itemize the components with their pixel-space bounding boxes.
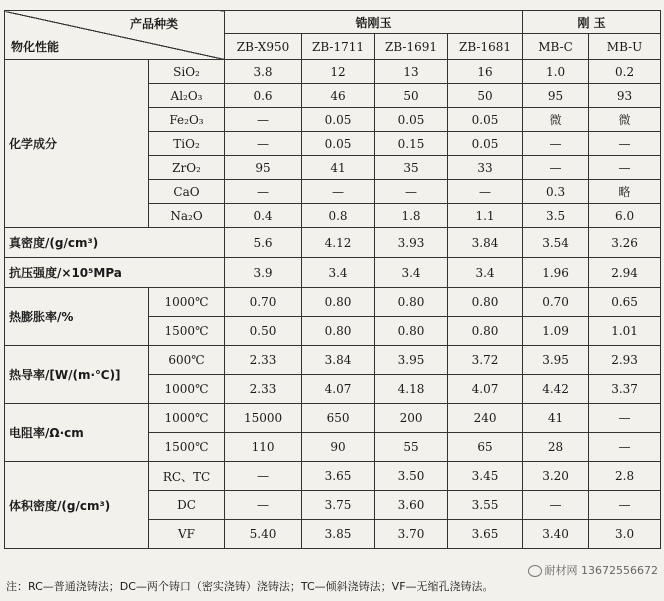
value-cell: 0.05 — [302, 108, 375, 132]
diagonal-header-cell — [5, 11, 225, 60]
group-corundum: 刚 玉 — [523, 11, 661, 34]
value-cell: 200 — [375, 404, 448, 433]
property-label: 真密度/(g/cm³) — [5, 228, 225, 258]
value-cell: 3.54 — [523, 228, 589, 258]
value-cell: 3.72 — [448, 346, 523, 375]
property-label: 电阻率/Ω·cm — [5, 404, 149, 462]
value-cell: 0.80 — [375, 288, 448, 317]
value-cell: 0.8 — [302, 204, 375, 228]
expansion-row — [5, 288, 661, 317]
value-cell: 95 — [225, 156, 302, 180]
value-cell: 4.07 — [302, 375, 375, 404]
column-header: MB-C — [523, 34, 589, 60]
value-cell: 1.0 — [523, 60, 589, 84]
value-cell: 0.4 — [225, 204, 302, 228]
condition-cell: RC、TC — [149, 462, 225, 491]
value-cell: — — [589, 491, 661, 520]
value-cell: 3.85 — [302, 520, 375, 549]
value-cell: 0.15 — [375, 132, 448, 156]
value-cell: 微 — [589, 108, 661, 132]
value-cell: 55 — [375, 433, 448, 462]
value-cell: 3.4 — [448, 258, 523, 288]
condition-cell: 1000℃ — [149, 375, 225, 404]
value-cell: 3.26 — [589, 228, 661, 258]
condition-cell: VF — [149, 520, 225, 549]
value-cell: 1.1 — [448, 204, 523, 228]
value-cell: 65 — [448, 433, 523, 462]
value-cell: 3.84 — [448, 228, 523, 258]
value-cell: — — [302, 180, 375, 204]
value-cell: 33 — [448, 156, 523, 180]
group-zirconia-corundum: 锆刚玉 — [225, 11, 523, 34]
value-cell: 0.70 — [225, 288, 302, 317]
value-cell: 2.93 — [589, 346, 661, 375]
value-cell: 3.60 — [375, 491, 448, 520]
value-cell: 5.40 — [225, 520, 302, 549]
chem-component: CaO — [149, 180, 225, 204]
bulk-density-row — [5, 462, 661, 491]
value-cell: 50 — [375, 84, 448, 108]
value-cell: 41 — [302, 156, 375, 180]
value-cell: — — [589, 132, 661, 156]
value-cell: 16 — [448, 60, 523, 84]
property-label: 体积密度/(g/cm³) — [5, 462, 149, 549]
value-cell: 4.18 — [375, 375, 448, 404]
value-cell: 1.96 — [523, 258, 589, 288]
value-cell: — — [589, 404, 661, 433]
value-cell: 1.09 — [523, 317, 589, 346]
chem-row — [5, 60, 661, 84]
compressive-strength-row — [5, 258, 661, 288]
value-cell: 0.05 — [302, 132, 375, 156]
value-cell: — — [589, 433, 661, 462]
value-cell: 0.05 — [448, 108, 523, 132]
value-cell: 3.95 — [523, 346, 589, 375]
chem-component: ZrO₂ — [149, 156, 225, 180]
value-cell: 1.01 — [589, 317, 661, 346]
resistivity-row — [5, 404, 661, 433]
watermark — [528, 562, 658, 578]
value-cell: 3.0 — [589, 520, 661, 549]
value-cell: 0.05 — [375, 108, 448, 132]
value-cell: 0.80 — [448, 317, 523, 346]
value-cell: 3.55 — [448, 491, 523, 520]
properties-table — [4, 10, 661, 549]
value-cell: 0.70 — [523, 288, 589, 317]
value-cell: 3.70 — [375, 520, 448, 549]
value-cell: 2.8 — [589, 462, 661, 491]
value-cell: 3.65 — [302, 462, 375, 491]
value-cell: — — [523, 491, 589, 520]
value-cell: — — [225, 462, 302, 491]
value-cell: — — [225, 108, 302, 132]
value-cell: 3.50 — [375, 462, 448, 491]
value-cell: — — [225, 180, 302, 204]
value-cell: 0.80 — [448, 288, 523, 317]
property-label: 热膨胀率/% — [5, 288, 149, 346]
value-cell: 15000 — [225, 404, 302, 433]
value-cell: — — [225, 132, 302, 156]
wechat-icon — [528, 565, 542, 577]
value-cell: 0.2 — [589, 60, 661, 84]
value-cell: 4.12 — [302, 228, 375, 258]
value-cell: 0.80 — [302, 288, 375, 317]
property-label: 物化性能 — [11, 40, 60, 54]
value-cell: 95 — [523, 84, 589, 108]
value-cell: 12 — [302, 60, 375, 84]
column-header: ZB-X950 — [225, 34, 302, 60]
value-cell: 3.37 — [589, 375, 661, 404]
value-cell: — — [523, 132, 589, 156]
value-cell: 5.6 — [225, 228, 302, 258]
value-cell: 0.65 — [589, 288, 661, 317]
value-cell: 13 — [375, 60, 448, 84]
value-cell: 50 — [448, 84, 523, 108]
value-cell: 90 — [302, 433, 375, 462]
value-cell: 46 — [302, 84, 375, 108]
value-cell: 0.50 — [225, 317, 302, 346]
value-cell: 0.6 — [225, 84, 302, 108]
value-cell: 6.0 — [589, 204, 661, 228]
value-cell: 0.80 — [375, 317, 448, 346]
value-cell: 2.94 — [589, 258, 661, 288]
condition-cell: 1000℃ — [149, 404, 225, 433]
value-cell: 3.65 — [448, 520, 523, 549]
value-cell: 93 — [589, 84, 661, 108]
value-cell: 240 — [448, 404, 523, 433]
chem-label: 化学成分 — [5, 60, 149, 228]
condition-cell: 1500℃ — [149, 433, 225, 462]
value-cell: 微 — [523, 108, 589, 132]
value-cell: 41 — [523, 404, 589, 433]
value-cell: 3.95 — [375, 346, 448, 375]
value-cell: 1.8 — [375, 204, 448, 228]
condition-cell: 600℃ — [149, 346, 225, 375]
value-cell: — — [225, 491, 302, 520]
property-label: 热导率/[W/(m·℃)] — [5, 346, 149, 404]
value-cell: — — [589, 156, 661, 180]
value-cell: 4.07 — [448, 375, 523, 404]
value-cell: 4.42 — [523, 375, 589, 404]
value-cell: 0.3 — [523, 180, 589, 204]
value-cell: 3.93 — [375, 228, 448, 258]
watermark-text: 耐材网 13672556672 — [544, 564, 658, 577]
value-cell: 35 — [375, 156, 448, 180]
value-cell: — — [523, 156, 589, 180]
value-cell: — — [375, 180, 448, 204]
header-row-1 — [5, 11, 661, 34]
value-cell: 3.5 — [523, 204, 589, 228]
value-cell: 0.05 — [448, 132, 523, 156]
column-header: ZB-1711 — [302, 34, 375, 60]
condition-cell: DC — [149, 491, 225, 520]
column-header: ZB-1681 — [448, 34, 523, 60]
value-cell: 3.84 — [302, 346, 375, 375]
value-cell: — — [448, 180, 523, 204]
product-type-label: 产品种类 — [130, 17, 179, 31]
value-cell: 3.9 — [225, 258, 302, 288]
conductivity-row — [5, 346, 661, 375]
value-cell: 3.8 — [225, 60, 302, 84]
value-cell: 650 — [302, 404, 375, 433]
condition-cell: 1500℃ — [149, 317, 225, 346]
value-cell: 2.33 — [225, 375, 302, 404]
chem-component: SiO₂ — [149, 60, 225, 84]
value-cell: 3.4 — [302, 258, 375, 288]
value-cell: 28 — [523, 433, 589, 462]
chem-component: TiO₂ — [149, 132, 225, 156]
chem-component: Al₂O₃ — [149, 84, 225, 108]
column-header: ZB-1691 — [375, 34, 448, 60]
condition-cell: 1000℃ — [149, 288, 225, 317]
column-header: MB-U — [589, 34, 661, 60]
true-density-row — [5, 228, 661, 258]
footnote: 注：RC—普通浇铸法；DC—两个铸口（密实浇铸）浇铸法；TC—倾斜浇铸法；VF—无缩孔浇铸法。 — [6, 580, 494, 593]
value-cell: 3.20 — [523, 462, 589, 491]
chem-component: Na₂O — [149, 204, 225, 228]
value-cell: 110 — [225, 433, 302, 462]
value-cell: 3.40 — [523, 520, 589, 549]
chem-component: Fe₂O₃ — [149, 108, 225, 132]
value-cell: 3.45 — [448, 462, 523, 491]
value-cell: 略 — [589, 180, 661, 204]
value-cell: 2.33 — [225, 346, 302, 375]
value-cell: 3.4 — [375, 258, 448, 288]
value-cell: 3.75 — [302, 491, 375, 520]
property-label: 抗压强度/×10⁵MPa — [5, 258, 225, 288]
table-body — [5, 11, 661, 549]
value-cell: 0.80 — [302, 317, 375, 346]
